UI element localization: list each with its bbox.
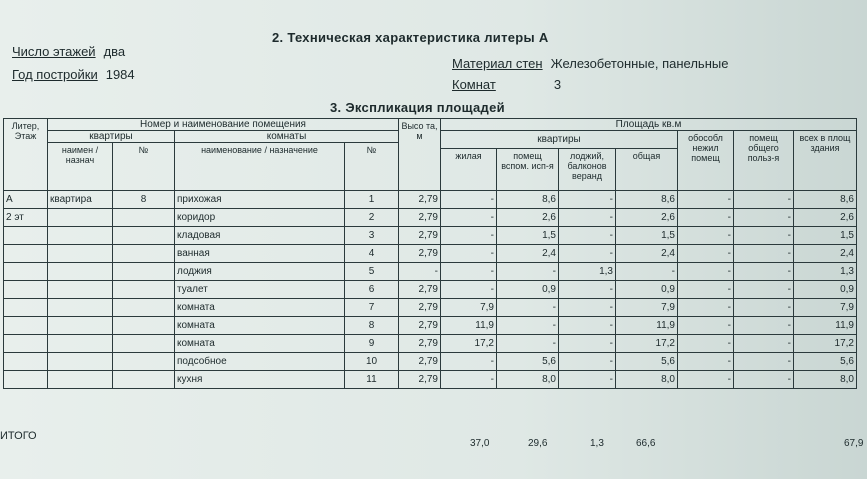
row-apartment-name-cell [48,335,113,353]
row-total-area-cell: - [616,263,678,281]
row-auxiliary-area-cell: 0,9 [497,281,559,299]
row-loggia-area-cell: - [559,191,616,209]
col-apt-no: № [113,143,175,191]
row-apartment-name-cell [48,353,113,371]
row-total-area-cell: 8,6 [616,191,678,209]
row-liter-cell: А [4,191,48,209]
table-row [4,317,857,335]
row-apartment-number-cell [113,209,175,227]
row-total-area-cell: 1,5 [616,227,678,245]
row-living-area-cell: - [441,263,497,281]
col-room-name: наименование / назначение [175,143,345,191]
col-liter-floor: Литер, Этаж [4,119,48,191]
row-common-area-cell: - [734,371,794,389]
row-living-area-cell: 11,9 [441,317,497,335]
table-row [4,227,857,245]
row-isolated-area-cell: - [678,371,734,389]
row-height-cell: 2,79 [399,245,441,263]
row-loggia-area-cell: - [559,209,616,227]
col-area-group: Площадь кв.м [441,119,857,131]
row-auxiliary-area-cell: 5,6 [497,353,559,371]
row-room-number-cell: 9 [345,335,399,353]
row-room-name-cell: подсобное [175,353,345,371]
row-loggia-area-cell: - [559,353,616,371]
row-isolated-area-cell: - [678,299,734,317]
row-apartment-number-cell [113,299,175,317]
row-room-number-cell: 5 [345,263,399,281]
table-row [4,371,857,389]
row-apartment-name-cell [48,245,113,263]
row-common-area-cell: - [734,245,794,263]
row-auxiliary-area-cell: 8,6 [497,191,559,209]
row-auxiliary-area-cell: - [497,263,559,281]
row-loggia-area-cell: - [559,335,616,353]
total-apartment: 66,6 [636,438,656,449]
col-living: жилая [441,149,497,191]
row-liter-cell [4,263,48,281]
row-auxiliary-area-cell: 2,6 [497,209,559,227]
row-building-area-cell: 1,5 [794,227,857,245]
floors-label: Число этажей [12,44,96,59]
row-living-area-cell: 17,2 [441,335,497,353]
total-loggia: 1,3 [590,438,604,449]
row-apartment-name-cell [48,371,113,389]
section-title-explication: 3. Экспликация площадей [330,100,505,115]
row-room-name-cell: ванная [175,245,345,263]
row-isolated-area-cell: - [678,353,734,371]
row-auxiliary-area-cell: 1,5 [497,227,559,245]
total-building: 67,9 [844,438,864,449]
row-apartment-number-cell [113,335,175,353]
row-total-area-cell: 2,4 [616,245,678,263]
row-isolated-area-cell: - [678,317,734,335]
year-value: 1984 [105,67,135,82]
row-living-area-cell: - [441,245,497,263]
col-rooms: комнаты [175,131,399,143]
row-loggia-area-cell: - [559,227,616,245]
row-isolated-area-cell: - [678,191,734,209]
floors-value: два [103,44,126,59]
row-building-area-cell: 2,6 [794,209,857,227]
col-apartments: квартиры [48,131,175,143]
row-room-number-cell: 11 [345,371,399,389]
row-auxiliary-area-cell: - [497,299,559,317]
row-liter-cell [4,281,48,299]
row-room-name-cell: комната [175,317,345,335]
row-isolated-area-cell: - [678,245,734,263]
rooms-label: Комнат [452,77,496,92]
row-apartment-number-cell [113,227,175,245]
total-label: ИТОГО [0,430,37,442]
row-apartment-number-cell [113,317,175,335]
row-room-number-cell: 4 [345,245,399,263]
row-building-area-cell: 8,6 [794,191,857,209]
row-building-area-cell: 2,4 [794,245,857,263]
row-common-area-cell: - [734,299,794,317]
row-height-cell: 2,79 [399,353,441,371]
row-building-area-cell: 7,9 [794,299,857,317]
row-living-area-cell: - [441,191,497,209]
row-liter-cell [4,353,48,371]
col-apt-name: наимен / назнач [48,143,113,191]
row-loggia-area-cell: - [559,317,616,335]
row-apartment-name-cell [48,227,113,245]
row-apartment-number-cell [113,281,175,299]
row-height-cell: 2,79 [399,281,441,299]
year-row [12,67,135,82]
row-living-area-cell: - [441,227,497,245]
row-total-area-cell: 0,9 [616,281,678,299]
table-body [4,191,857,389]
row-common-area-cell: - [734,209,794,227]
row-total-area-cell: 2,6 [616,209,678,227]
row-building-area-cell: 17,2 [794,335,857,353]
row-room-number-cell: 6 [345,281,399,299]
row-auxiliary-area-cell: - [497,317,559,335]
row-room-number-cell: 7 [345,299,399,317]
row-room-name-cell: кухня [175,371,345,389]
row-total-area-cell: 8,0 [616,371,678,389]
table-row [4,209,857,227]
col-building-total: всех в площ здания [794,131,857,191]
row-height-cell: 2,79 [399,371,441,389]
row-total-area-cell: 11,9 [616,317,678,335]
row-height-cell: 2,79 [399,209,441,227]
row-loggia-area-cell: - [559,371,616,389]
col-isolated: обособл нежил помещ [678,131,734,191]
table-row [4,353,857,371]
col-apartments-area: квартиры [441,131,678,149]
col-room-group: Номер и наименование помещения [48,119,399,131]
row-total-area-cell: 5,6 [616,353,678,371]
row-room-number-cell: 1 [345,191,399,209]
row-liter-cell [4,245,48,263]
row-liter-cell: 2 эт [4,209,48,227]
col-height: Высо та, м [399,119,441,191]
row-apartment-name-cell [48,209,113,227]
row-room-name-cell: прихожая [175,191,345,209]
row-liter-cell [4,335,48,353]
row-building-area-cell: 0,9 [794,281,857,299]
row-isolated-area-cell: - [678,281,734,299]
row-room-name-cell: комната [175,335,345,353]
row-isolated-area-cell: - [678,209,734,227]
row-liter-cell [4,227,48,245]
row-building-area-cell: 5,6 [794,353,857,371]
col-loggia: лоджий, балконов веранд [559,149,616,191]
row-apartment-name-cell [48,317,113,335]
rooms-value: 3 [553,77,562,92]
row-living-area-cell: - [441,281,497,299]
row-loggia-area-cell: - [559,281,616,299]
section-title-technical: 2. Техническая характеристика литеры А [272,30,549,45]
table-row [4,299,857,317]
row-apartment-number-cell: 8 [113,191,175,209]
col-common: помещ общего польз-я [734,131,794,191]
row-apartment-number-cell [113,245,175,263]
row-apartment-name-cell: квартира [48,191,113,209]
row-isolated-area-cell: - [678,227,734,245]
row-auxiliary-area-cell: - [497,335,559,353]
col-auxiliary: помещ вспом. исп-я [497,149,559,191]
row-room-name-cell: лоджия [175,263,345,281]
table-row [4,245,857,263]
row-height-cell: 2,79 [399,335,441,353]
row-room-name-cell: коридор [175,209,345,227]
row-common-area-cell: - [734,191,794,209]
col-room-no: № [345,143,399,191]
row-apartment-name-cell [48,263,113,281]
row-isolated-area-cell: - [678,263,734,281]
row-auxiliary-area-cell: 8,0 [497,371,559,389]
row-building-area-cell: 11,9 [794,317,857,335]
year-label: Год постройки [12,67,98,82]
row-room-name-cell: комната [175,299,345,317]
row-loggia-area-cell: - [559,299,616,317]
walls-label: Материал стен [452,56,543,71]
row-common-area-cell: - [734,281,794,299]
table-row [4,263,857,281]
row-total-area-cell: 7,9 [616,299,678,317]
row-liter-cell [4,317,48,335]
row-loggia-area-cell: - [559,245,616,263]
floors-row [12,44,125,59]
row-liter-cell [4,371,48,389]
row-living-area-cell: 7,9 [441,299,497,317]
row-common-area-cell: - [734,227,794,245]
row-apartment-name-cell [48,299,113,317]
row-common-area-cell: - [734,335,794,353]
row-building-area-cell: 8,0 [794,371,857,389]
table-row [4,281,857,299]
row-common-area-cell: - [734,317,794,335]
row-apartment-number-cell [113,263,175,281]
row-apartment-number-cell [113,371,175,389]
row-loggia-area-cell: 1,3 [559,263,616,281]
explication-table [3,118,857,389]
col-total: общая [616,149,678,191]
row-liter-cell [4,299,48,317]
total-living: 37,0 [470,438,490,449]
walls-row [452,56,728,71]
table-row [4,191,857,209]
row-apartment-name-cell [48,281,113,299]
row-isolated-area-cell: - [678,335,734,353]
row-apartment-number-cell [113,353,175,371]
row-auxiliary-area-cell: 2,4 [497,245,559,263]
row-total-area-cell: 17,2 [616,335,678,353]
row-living-area-cell: - [441,371,497,389]
row-room-number-cell: 8 [345,317,399,335]
row-height-cell: 2,79 [399,299,441,317]
row-living-area-cell: - [441,353,497,371]
row-room-number-cell: 3 [345,227,399,245]
row-height-cell: 2,79 [399,227,441,245]
walls-value: Железобетонные, панельные [550,56,729,71]
row-height-cell: 2,79 [399,191,441,209]
row-building-area-cell: 1,3 [794,263,857,281]
row-common-area-cell: - [734,263,794,281]
row-common-area-cell: - [734,353,794,371]
row-room-number-cell: 10 [345,353,399,371]
row-room-number-cell: 2 [345,209,399,227]
table-row [4,335,857,353]
row-room-name-cell: туалет [175,281,345,299]
rooms-row [452,77,561,92]
total-auxiliary: 29,6 [528,438,548,449]
row-room-name-cell: кладовая [175,227,345,245]
row-living-area-cell: - [441,209,497,227]
row-height-cell: - [399,263,441,281]
row-height-cell: 2,79 [399,317,441,335]
